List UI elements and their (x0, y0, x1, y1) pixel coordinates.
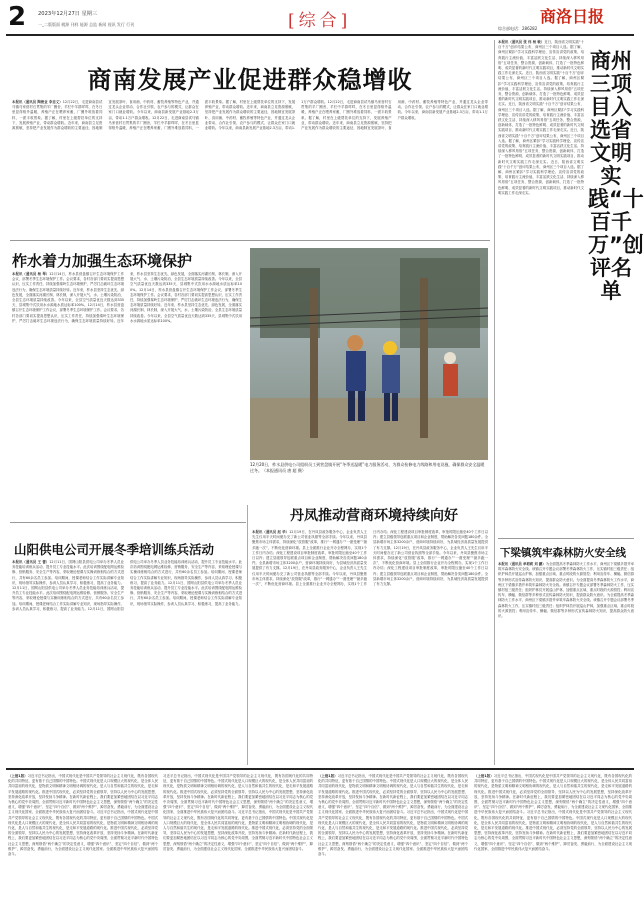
bottom-text-4b: 习近平总书记指出，中国式现代化是中国共产党领导的社会主义现代化，既有各国现代化的共同特征，更有基于自己国情的中国特色。中国式现代化是人口规模巨大的现代化，是全体人民共同富裕的现代化，是物质文明和精神文明相协调的现代化，是人与自然和谐共生的现代化，是走和平发展道路的现代化。推进中国式现代化，必须坚持党的全面领导，坚持以人民为中心的发展思想，坚持深化改革开放，坚持发扬斗争精神。在新时代新征程上，我们要更加紧密地团结在以习近平同志为核心的党中央周围，全面贯彻习近平新时代中国特色社会主义思想，深刻领悟“两个确立”的决定性意义，增强“四个意识”、坚定“四个自信”、做到“两个维护”，踔厉奋发、勇毅前行，为全面建设社会主义现代化国家、全面推进中华民族伟大复兴而团结奋斗。 (474, 810, 633, 851)
section-rule (498, 538, 634, 539)
bottom-text-3b: 习近平总书记指出，中国式现代化是中国共产党领导的社会主义现代化，既有各国现代化的共同特征，更有基于自己国情的中国特色。中国式现代化是人口规模巨大的现代化，是全体人民共同富裕的现代化，是物质文明和精神文明相协调的现代化，是人与自然和谐共生的现代化，是走和平发展道路的现代化。推进中国式现代化，必须坚持党的全面领导，坚持以人民为中心的发展思想，坚持深化改革开放，坚持发扬斗争精神。在新时代新征程上，我们要更加紧密地团结在以习近平同志为核心的党中央周围，全面贯彻习近平新时代中国特色社会主义思想，深刻领悟“两个确立”的决定性意义，增强“四个意识”、坚定“四个自信”、做到“两个维护”，踔厉奋发、勇毅前行，为全面建设社会主义现代化国家、全面推进中华民族伟大复兴而团结奋斗。 (318, 810, 469, 857)
article3-text-cont3: 12月11日，国网山阳县供电公司举办冬季人员业务技能培训练兵活动，提升员工专业技能水平。此次培训围绕配电网运维检修、营销服务、安全生产等内容，采取理论授课与实操训练相结合的方式进行，共有60余名员工参加。培训期间，授课老师结合工作实际讲解专业知识，现场指导实际操作，参训人员认真学习、积极练习，提高了业务能力。 (130, 580, 242, 606)
article4-body (252, 530, 488, 765)
article4-byline: 本报讯（通讯员 赵 华） (252, 530, 290, 534)
photo-illustration (250, 248, 488, 460)
bottom-col-4 (474, 774, 632, 910)
article4-text: 12月19日，在丹凤县政务服务中心，企业负责人王先生仅用半天时间便办完了新公司营业执照等全部手续。今年以来，丹凤县聚焦市场主体需求，持续深化“放管服”改革，推行“一网通办”“一窗受理”“最多跑一次”，不断优化营商环境。县上全面推行企业开办全程网办，实现1个工作日内办结；深化工程建设项目审批制度改革，审批时限压缩至40个工作日以内；建立县级领导包联重点项目和企业制度，帮助解决各类问题180余件。全县新增市场主体3200余户，营商环境持续向好，为县域经济高质量发展提供了有力支撑。 (252, 530, 367, 571)
article2-text-cont: 12月14日，柞水县营盘镇召开生态环境保护工作会议，部署冬季生态环境保护工作。会议要求，各村各部门要切实提高思想认识，压实工作责任，持续加强秦岭生态环境保护，严厉打击破坏生态环境违法行为，确保生态环境质量持续好转。近年来，柞水县坚持生态优先、绿色发展，全面落实河湖长制、林长制，深入开展大气、水、土壤污染防治，全县生态环境质量持续改善。今年以来，全县空气质量优良天数达到335天，县城集中式饮用水水源地水质达标率100%。 (12, 272, 242, 323)
bottom-label-left: （上接1版） (8, 774, 28, 778)
section-rule (10, 522, 246, 523)
article2-headline: 柞水着力加强生态环境保护 (12, 252, 193, 270)
main-headline: 商南发展产业促进群众稳增收 (87, 66, 413, 94)
column-divider (494, 540, 495, 765)
bottom-text-1: 习近平总书记指出，中国式现代化是中国共产党领导的社会主义现代化，既有各国现代化的共同特征，更有基于自己国情的中国特色。中国式现代化是人口规模巨大的现代化，是全体人民共同富裕的现代化，是物质文明和精神文明相协调的现代化，是人与自然和谐共生的现代化，是走和平发展道路的现代化。推进中国式现代化，必须坚持党的全面领导，坚持以人民为中心的发展思想，坚持深化改革开放，坚持发扬斗争精神。在新时代新征程上，我们要更加紧密地团结在以习近平同志为核心的党中央周围，全面贯彻习近平新时代中国特色社会主义思想，深刻领悟“两个确立”的决定性意义，增强“四个意识”、坚定“四个自信”、做到“两个维护”，踔厉奋发、勇毅前行，为全面建设社会主义现代化国家、全面推进中华民族伟大复兴而团结奋斗。 (8, 774, 159, 815)
bottom-rule (6, 768, 634, 770)
right-article-text: 近日，陕西省文明实践“十百千万”创评结果公布，商州区三个项目入选。据了解，商州区紧扣“学习实践科学理论、宣传宣讲党的政策、培育践行主流价值、丰富活跃文化生活、持续深入移风易俗”五项任务，整合资源，创新载体，打造了一批特色鲜明、成效显著的新时代文明实践项目，推动新时代文明实践工作走深走实。 (498, 40, 584, 76)
article2-byline: 本报讯（通讯员 杨 琴） (12, 272, 50, 276)
page-number: 2 (8, 2, 27, 32)
bottom-label-mid: （上接1版） (318, 774, 338, 778)
article5-text-cont2: 为全面提高冬季森林防火工作水平，商州区下梁镇多措并举筑牢森林防火安全线。该镇召开专题会议部署冬季森林防火工作，压实镇村组三级责任；组织护林员开展巡山护林，加强重点区域、重点时段的火源管控；利用宣传车、横幅、微信群等多种形式宣传森林防火知识，提高群众防火意识。 (498, 593, 635, 619)
issue-date: 2023年12月27日 星期三 (38, 11, 98, 17)
bottom-col-3 (318, 774, 468, 910)
right-article-body (498, 40, 584, 540)
bottom-col-1 (8, 774, 158, 910)
article3-byline: 本报讯（通讯员 王 蕾） (12, 560, 50, 564)
article5-body (498, 562, 634, 765)
main-article-text: 12月22日，走进商南县试马镇马家营村石贯集的羊厂圈舍，羊栏中羊群咩咩，在冬日里显得格外温暖，养殖户正在喂养家畜，厂圈外堆放着饲料，一派丰收景象。据了解，村里在上级帮扶单位的支持下，发展养殖产业，带动群众增收。近年来，商南县立足资源禀赋，坚持把产业发展作为群众增收的主要途径，因地制宜发展茶叶、食用菌、中药材、畜牧养殖等特色产业，并通过龙头企业带动、合作社引领、农户参与的模式，让群众在家门口就业增收。今年以来，商南县新发展产业基地2.3万亩，带动1.1万户群众增收。 (12, 100, 199, 131)
right-headline: 商州三项目入选省文明实践“十百千万”创评名单 (588, 49, 644, 303)
bottom-text-4: 习近平总书记指出，中国式现代化是中国共产党领导的社会主义现代化，既有各国现代化的共同特征，更有基于自己国情的中国特色。中国式现代化是人口规模巨大的现代化，是全体人民共同富裕的现代化，是物质文明和精神文明相协调的现代化，是人与自然和谐共生的现代化，是走和平发展道路的现代化。推进中国式现代化，必须坚持党的全面领导，坚持以人民为中心的发展思想，坚持深化改革开放，坚持发扬斗争精神。在新时代新征程上，我们要更加紧密地团结在以习近平同志为核心的党中央周围，全面贯彻习近平新时代中国特色社会主义思想，深刻领悟“两个确立”的决定性意义，增强“四个意识”、坚定“四个自信”、做到“两个维护”，踔厉奋发、勇毅前行，为全面建设社会主义现代化国家、全面推进中华民族伟大复兴而团结奋斗。 (474, 774, 633, 815)
news-photo (250, 248, 488, 460)
article2-text: 12月14日，柞水县营盘镇召开生态环境保护工作会议，部署冬季生态环境保护工作。会议要求，各村各部门要切实提高思想认识，压实工作责任，持续加强秦岭生态环境保护，严厉打击破坏生态环境违法行为，确保生态环境质量持续好转。近年来，柞水县坚持生态优先、绿色发展，全面落实河湖长制、林长制，深入开展大气、水、土壤污染防治，全县生态环境质量持续改善。今年以来，全县空气质量优良天数达到335天，县城集中式饮用水水源地水质达标率100%。 (12, 272, 124, 308)
column-divider (494, 40, 495, 540)
section-name: [综合] (288, 11, 352, 31)
article4-text-cont: 12月19日，在丹凤县政务服务中心，企业负责人王先生仅用半天时间便办完了新公司营业执照等全部手续。今年以来，丹凤县聚焦市场主体需求，持续深化“放管服”改革，推行“一网通办”“一窗受理”“最多跑一次”，不断优化营商环境。县上全面推行企业开办全程网办，实现1个工作日内办结；深化工程建设项目审批制度改革，审批时限压缩至40个工作日以内；建立县级领导包联重点项目和企业制度，帮助解决各类问题180余件。全县新增市场主体3200余户，营商环境持续向好，为县域经济高质量发展提供了有力支撑。 (252, 530, 488, 587)
column-divider (247, 505, 248, 765)
article3-body (12, 560, 242, 765)
article4-headline: 丹凤推动营商环境持续向好 (290, 508, 458, 524)
article2-text-cont2: 12月14日，柞水县营盘镇召开生态环境保护工作会议，部署冬季生态环境保护工作。会议要求，各村各部门要切实提高思想认识，压实工作责任，持续加强秦岭生态环境保护，严厉打击破坏生态环境违法行为，确保生态环境质量持续好转。近年来，柞水县坚持生态优先、绿色发展，全面落实河湖长制、林长制，深入开展大气、水、土壤污染防治，全县生态环境质量持续改善。今年以来，全县空气质量优良天数达到335天，县城集中式饮用水水源地水质达标率100%。 (130, 287, 242, 323)
article5-text-cont: 为全面提高冬季森林防火工作水平，商州区下梁镇多措并举筑牢森林防火安全线。该镇召开专题会议部署冬季森林防火工作，压实镇村组三级责任；组织护林员开展巡山护林，加强重点区域、重点时段的火源管控；利用宣传车、横幅、微信群等多种形式宣传森林防火知识，提高群众防火意识。 (498, 577, 635, 598)
header-nav: 一_二版版面 桃源 刊样 能源 总监 新闻 视讯 发行 行刊 (38, 22, 135, 27)
article3-headline: 山阳供电公司开展冬季培训练兵活动 (14, 542, 215, 557)
bottom-text-2b: 习近平总书记指出，中国式现代化是中国共产党领导的社会主义现代化，既有各国现代化的共同特征，更有基于自己国情的中国特色。中国式现代化是人口规模巨大的现代化，是全体人民共同富裕的现代化，是物质文明和精神文明相协调的现代化，是人与自然和谐共生的现代化，是走和平发展道路的现代化。推进中国式现代化，必须坚持党的全面领导，坚持以人民为中心的发展思想，坚持深化改革开放，坚持发扬斗争精神。在新时代新征程上，我们要更加紧密地团结在以习近平同志为核心的党中央周围，全面贯彻习近平新时代中国特色社会主义思想，深刻领悟“两个确立”的决定性意义，增强“四个意识”、坚定“四个自信”、做到“两个维护”，踔厉奋发、勇毅前行，为全面建设社会主义现代化国家、全面推进中华民族伟大复兴而团结奋斗。 (163, 810, 314, 851)
bottom-text-1b: 习近平总书记指出，中国式现代化是中国共产党领导的社会主义现代化，既有各国现代化的共同特征，更有基于自己国情的中国特色。中国式现代化是人口规模巨大的现代化，是全体人民共同富裕的现代化，是物质文明和精神文明相协调的现代化，是人与自然和谐共生的现代化，是走和平发展道路的现代化。推进中国式现代化，必须坚持党的全面领导，坚持以人民为中心的发展思想，坚持深化改革开放，坚持发扬斗争精神。在新时代新征程上，我们要更加紧密地团结在以习近平同志为核心的党中央周围，全面贯彻习近平新时代中国特色社会主义思想，深刻领悟“两个确立”的决定性意义，增强“四个意识”、坚定“四个自信”、做到“两个维护”，踔厉奋发、勇毅前行，为全面建设社会主义现代化国家、全面推进中华民族伟大复兴而团结奋斗。 (8, 810, 159, 857)
header-rule (6, 34, 634, 36)
editor-line: 综合部电话：286282 (498, 26, 538, 31)
section-rule (10, 240, 490, 241)
main-article-body (12, 100, 488, 234)
article3-text-cont: 12月11日，国网山阳县供电公司举办冬季人员业务技能培训练兵活动，提升员工专业技能水平。此次培训围绕配电网运维检修、营销服务、安全生产等内容，采取理论授课与实操训练相结合的方式进行，共有60余名员工参加。培训期间，授课老师结合工作实际讲解专业知识，现场指导实际操作，参训人员认真学习、积极练习，提高了业务能力。 (12, 586, 124, 611)
article5-headline: 下梁镇筑牢森林防火安全线 (500, 547, 626, 559)
right-article-text-cont: 近日，陕西省文明实践“十百千万”创评结果公布，商州区三个项目入选。据了解，商州区紧扣“学习实践科学理论、宣传宣讲党的政策、培育践行主流价值、丰富活跃文化生活、持续深入移风易俗”五项任务，整合资源，创新载体，打造了一批特色鲜明、成效显著的新时代文明实践项目，推动新时代文明实践工作走深走实。 (498, 71, 585, 107)
article2-body (12, 272, 242, 517)
bottom-label-right: （上接1版） (474, 774, 494, 778)
bottom-text-3: 习近平总书记指出，中国式现代化是中国共产党领导的社会主义现代化，既有各国现代化的共同特征，更有基于自己国情的中国特色。中国式现代化是人口规模巨大的现代化，是全体人民共同富裕的现代化，是物质文明和精神文明相协调的现代化，是人与自然和谐共生的现代化，是走和平发展道路的现代化。推进中国式现代化，必须坚持党的全面领导，坚持以人民为中心的发展思想，坚持深化改革开放，坚持发扬斗争精神。在新时代新征程上，我们要更加紧密地团结在以习近平同志为核心的党中央周围，全面贯彻习近平新时代中国特色社会主义思想，深刻领悟“两个确立”的决定性意义，增强“四个意识”、坚定“四个自信”、做到“两个维护”，踔厉奋发、勇毅前行，为全面建设社会主义现代化国家、全面推进中华民族伟大复兴而团结奋斗。 (318, 774, 469, 815)
article3-text-cont2: 12月11日，国网山阳县供电公司举办冬季人员业务技能培训练兵活动，提升员工专业技能水平。此次培训围绕配电网运维检修、营销服务、安全生产等内容，采取理论授课与实操训练相结合的方式进行，共有60余名员工参加。培训期间，授课老师结合工作实际讲解专业知识，现场指导实际操作，参训人员认真学习、积极练习，提高了业务能力。 (87, 560, 242, 611)
main-article-text-cont2: 12月22日，走进商南县试马镇马家营村石贯集的羊厂圈舍，羊栏中羊群咩咩，在冬日里显得格外温暖，养殖户正在喂养家畜，厂圈外堆放着饲料，一派丰收景象。据了解，村里在上级帮扶单位的支持下，发展养殖产业，带动群众增收。近年来，商南县立足资源禀赋，坚持把产业发展作为群众增收的主要途径，因地制宜发展茶叶、食用菌、中药材、畜牧养殖等特色产业，并通过龙头企业带动、合作社引领、农户参与的模式，让群众在家门口就业增收。今年以来，商南县新发展产业基地2.3万亩，带动1.1万户群众增收。 (301, 100, 488, 131)
article4-text-cont2: 12月19日，在丹凤县政务服务中心，企业负责人王先生仅用半天时间便办完了新公司营业执照等全部手续。今年以来，丹凤县聚焦市场主体需求，持续深化“放管服”改革，推行“一网通办”“一窗受理”“最多跑一次”，不断优化营商环境。县上全面推行企业开办全程网办，实现1个工作日内办结；深化工程建设项目审批制度改革，审批时限压缩至40个工作日以内；建立县级领导包联重点项目和企业制度，帮助解决各类问题180余件。全县新增市场主体3200余户，营商环境持续向好，为县域经济高质量发展提供了有力支撑。 (373, 545, 488, 587)
right-article-text-cont2: 近日，陕西省文明实践“十百千万”创评结果公布，商州区三个项目入选。据了解，商州区紧扣“学习实践科学理论、宣传宣讲党的政策、培育践行主流价值、丰富活跃文化生活、持续深入移风易俗”五项任务，整合资源，创新载体，打造了一批特色鲜明、成效显著的新时代文明实践项目，推动新时代文明实践工作走深走实。 (498, 102, 585, 133)
photo-caption: 12月20日，柞水县供电公司组织员工到营盘镇开展“冬季送温暖”电力服务活动，为群众检修电力线路和用电设施，确保群众安全温暖过冬。（本报通讯员 唐 超 摄） (250, 462, 485, 473)
article5-text: 为全面提高冬季森林防火工作水平，商州区下梁镇多措并举筑牢森林防火安全线。该镇召开专题会议部署冬季森林防火工作，压实镇村组三级责任；组织护林员开展巡山护林，加强重点区域、重点时段的火源管控；利用宣传车、横幅、微信群等多种形式宣传森林防火知识，提高群众防火意识。 (498, 562, 635, 582)
article3-text: 12月11日，国网山阳县供电公司举办冬季人员业务技能培训练兵活动，提升员工专业技能水平。此次培训围绕配电网运维检修、营销服务、安全生产等内容，采取理论授课与实操训练相结合的方式进行，共有60余名员工参加。培训期间，授课老师结合工作实际讲解专业知识，现场指导实际操作，参训人员认真学习、积极练习，提高了业务能力。 (12, 560, 124, 585)
article5-byline: 本报讯（通讯员 单莉莉 刘 鹏） (498, 562, 546, 566)
right-article-byline: 本报讯（通讯员 张 伟 杨 敏） (498, 40, 545, 44)
bottom-text-2: 习近平总书记指出，中国式现代化是中国共产党领导的社会主义现代化，既有各国现代化的共同特征，更有基于自己国情的中国特色。中国式现代化是人口规模巨大的现代化，是全体人民共同富裕的现代化，是物质文明和精神文明相协调的现代化，是人与自然和谐共生的现代化，是走和平发展道路的现代化。推进中国式现代化，必须坚持党的全面领导，坚持以人民为中心的发展思想，坚持深化改革开放，坚持发扬斗争精神。在新时代新征程上，我们要更加紧密地团结在以习近平同志为核心的党中央周围，全面贯彻习近平新时代中国特色社会主义思想，深刻领悟“两个确立”的决定性意义，增强“四个意识”、坚定“四个自信”、做到“两个维护”，踔厉奋发、勇毅前行，为全面建设社会主义现代化国家、全面推进中华民族伟大复兴而团结奋斗。 (163, 774, 313, 815)
newspaper-masthead: 商洛日报 (540, 7, 605, 26)
main-article-text-cont: 12月22日，走进商南县试马镇马家营村石贯集的羊厂圈舍，羊栏中羊群咩咩，在冬日里显得格外温暖，养殖户正在喂养家畜，厂圈外堆放着饲料，一派丰收景象。据了解，村里在上级帮扶单位的支持下，发展养殖产业，带动群众增收。近年来，商南县立足资源禀赋，坚持把产业发展作为群众增收的主要途径，因地制宜发展茶叶、食用菌、中药材、畜牧养殖等特色产业，并通过龙头企业带动、合作社引领、农户参与的模式，让群众在家门口就业增收。今年以来，商南县新发展产业基地2.3万亩，带动1.1万户群众增收。 (108, 100, 328, 131)
bottom-col-2 (163, 774, 313, 910)
right-article-text-cont3: 近日，陕西省文明实践“十百千万”创评结果公布，商州区三个项目入选。据了解，商州区紧扣“学习实践科学理论、宣传宣讲党的政策、培育践行主流价值、丰富活跃文化生活、持续深入移风易俗”五项任务，整合资源，创新载体，打造了一批特色鲜明、成效显著的新时代文明实践项目，推动新时代文明实践工作走深走实。 (498, 128, 585, 164)
right-article-text-cont4: 近日，陕西省文明实践“十百千万”创评结果公布，商州区三个项目入选。据了解，商州区紧扣“学习实践科学理论、宣传宣讲党的政策、培育践行主流价值、丰富活跃文化生活、持续深入移风易俗”五项任务，整合资源，创新载体，打造了一批特色鲜明、成效显著的新时代文明实践项目，推动新时代文明实践工作走深走实。 (498, 159, 585, 195)
main-article-byline: 本报讯（通讯员 陶俊业 李忠义） (12, 100, 63, 104)
